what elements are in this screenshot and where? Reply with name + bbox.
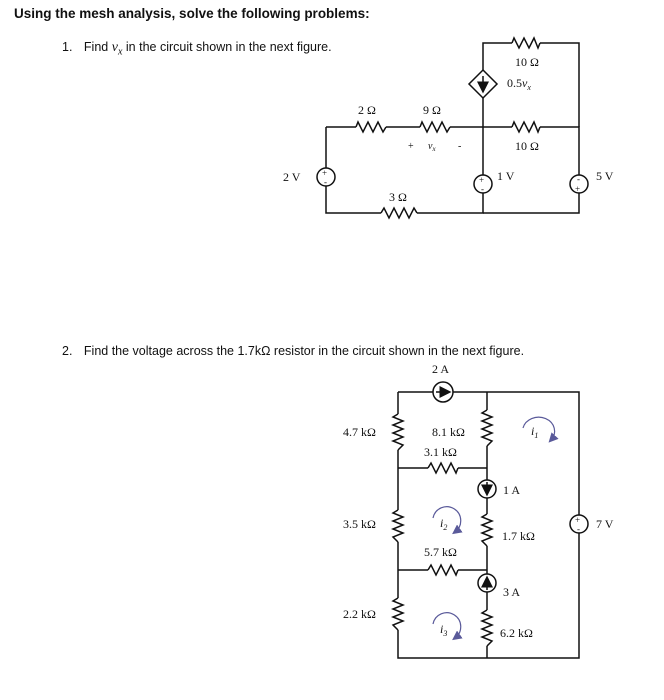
c2-label-1a: 1 A [503, 483, 521, 497]
c2-resistor-3-5k [393, 510, 403, 542]
c2-resistor-1-7k [482, 514, 492, 546]
c1-resistor-3 [381, 208, 417, 218]
c1-resistor-10-mid [512, 122, 540, 132]
c1-vx-minus: - [458, 141, 462, 152]
c2-label-i3: $i_3$ [440, 622, 448, 638]
c1-label-r10-mid: 10 Ω [515, 139, 539, 153]
c2-minus-icon: - [577, 524, 580, 534]
problem-1-text-after: in the circuit shown in the next figure. [125, 40, 332, 54]
c2-resistor-8-1k [482, 410, 492, 446]
c2-label-r22: 2.2 kΩ [343, 607, 376, 621]
c2-label-r81: 8.1 kΩ [432, 425, 465, 439]
c1-wire [483, 192, 579, 213]
c2-mesh-current-i1-icon [523, 417, 555, 440]
c1-wire [326, 186, 381, 213]
c2-label-r47: 4.7 kΩ [343, 425, 376, 439]
c2-label-i1: $i_1$ [531, 424, 539, 440]
c1-label-r2: 2 Ω [358, 103, 376, 117]
c2-label-2a: 2 A [432, 362, 450, 376]
c1-label-r9: 9 Ω [423, 103, 441, 117]
problem-1-variable: v [111, 40, 118, 55]
c2-label-r62: 6.2 kΩ [500, 626, 533, 640]
problem-2-text: Find the voltage across the 1.7kΩ resistor in the circuit shown in the next figure. [83, 344, 525, 358]
c1-label-5v: 5 V [596, 169, 614, 183]
c1-minus-icon: - [577, 174, 580, 184]
c1-resistor-2 [356, 122, 386, 132]
c1-wire [540, 43, 579, 127]
c2-label-i2: $i_2$ [440, 516, 448, 532]
circuit-1 [283, 38, 614, 218]
c2-plus-icon: + [575, 515, 581, 525]
c1-label-1v: 1 V [497, 169, 515, 183]
c2-resistor-5-7k [428, 565, 458, 575]
c2-label-r17: 1.7 kΩ [502, 529, 535, 543]
c2-label-r31: 3.1 kΩ [424, 445, 457, 459]
c1-vx-plus: + [408, 141, 414, 152]
c1-vx-label: $v_x$ [428, 141, 436, 153]
problem-1-number: 1. [62, 40, 73, 54]
c2-label-3a: 3 A [503, 585, 521, 599]
c1-wire [483, 43, 512, 70]
page-heading: Using the mesh analysis, solve the following problems: [14, 6, 370, 21]
c2-resistor-3-1k [428, 463, 458, 473]
c1-minus-icon: - [481, 184, 484, 194]
problem-1-text-before: Find [83, 40, 109, 54]
c1-wire [540, 127, 579, 176]
c2-resistor-6-2k [482, 610, 492, 646]
c1-label-r10-top: 10 Ω [515, 55, 539, 69]
c1-label-2v: 2 V [283, 170, 301, 184]
c1-resistor-10-top [512, 38, 540, 48]
c1-minus-icon: - [324, 177, 327, 187]
c2-resistor-4-7k [393, 414, 403, 450]
c2-label-7v: 7 V [596, 517, 614, 531]
problem-1-subscript: x [117, 46, 123, 58]
c1-plus-icon: + [322, 168, 328, 178]
c1-label-r3: 3 Ω [389, 190, 407, 204]
circuit-2 [343, 362, 614, 658]
c2-resistor-2-2k [393, 598, 403, 630]
c1-wire [417, 192, 483, 213]
c2-label-r35: 3.5 kΩ [343, 517, 376, 531]
c1-plus-icon: + [575, 184, 581, 194]
c1-plus-icon: + [479, 175, 485, 185]
c2-label-r57: 5.7 kΩ [424, 545, 457, 559]
c1-label-dep-source: $0.5v_x$ [507, 76, 531, 92]
c1-resistor-9 [420, 122, 450, 132]
problem-2-number: 2. [62, 344, 73, 358]
